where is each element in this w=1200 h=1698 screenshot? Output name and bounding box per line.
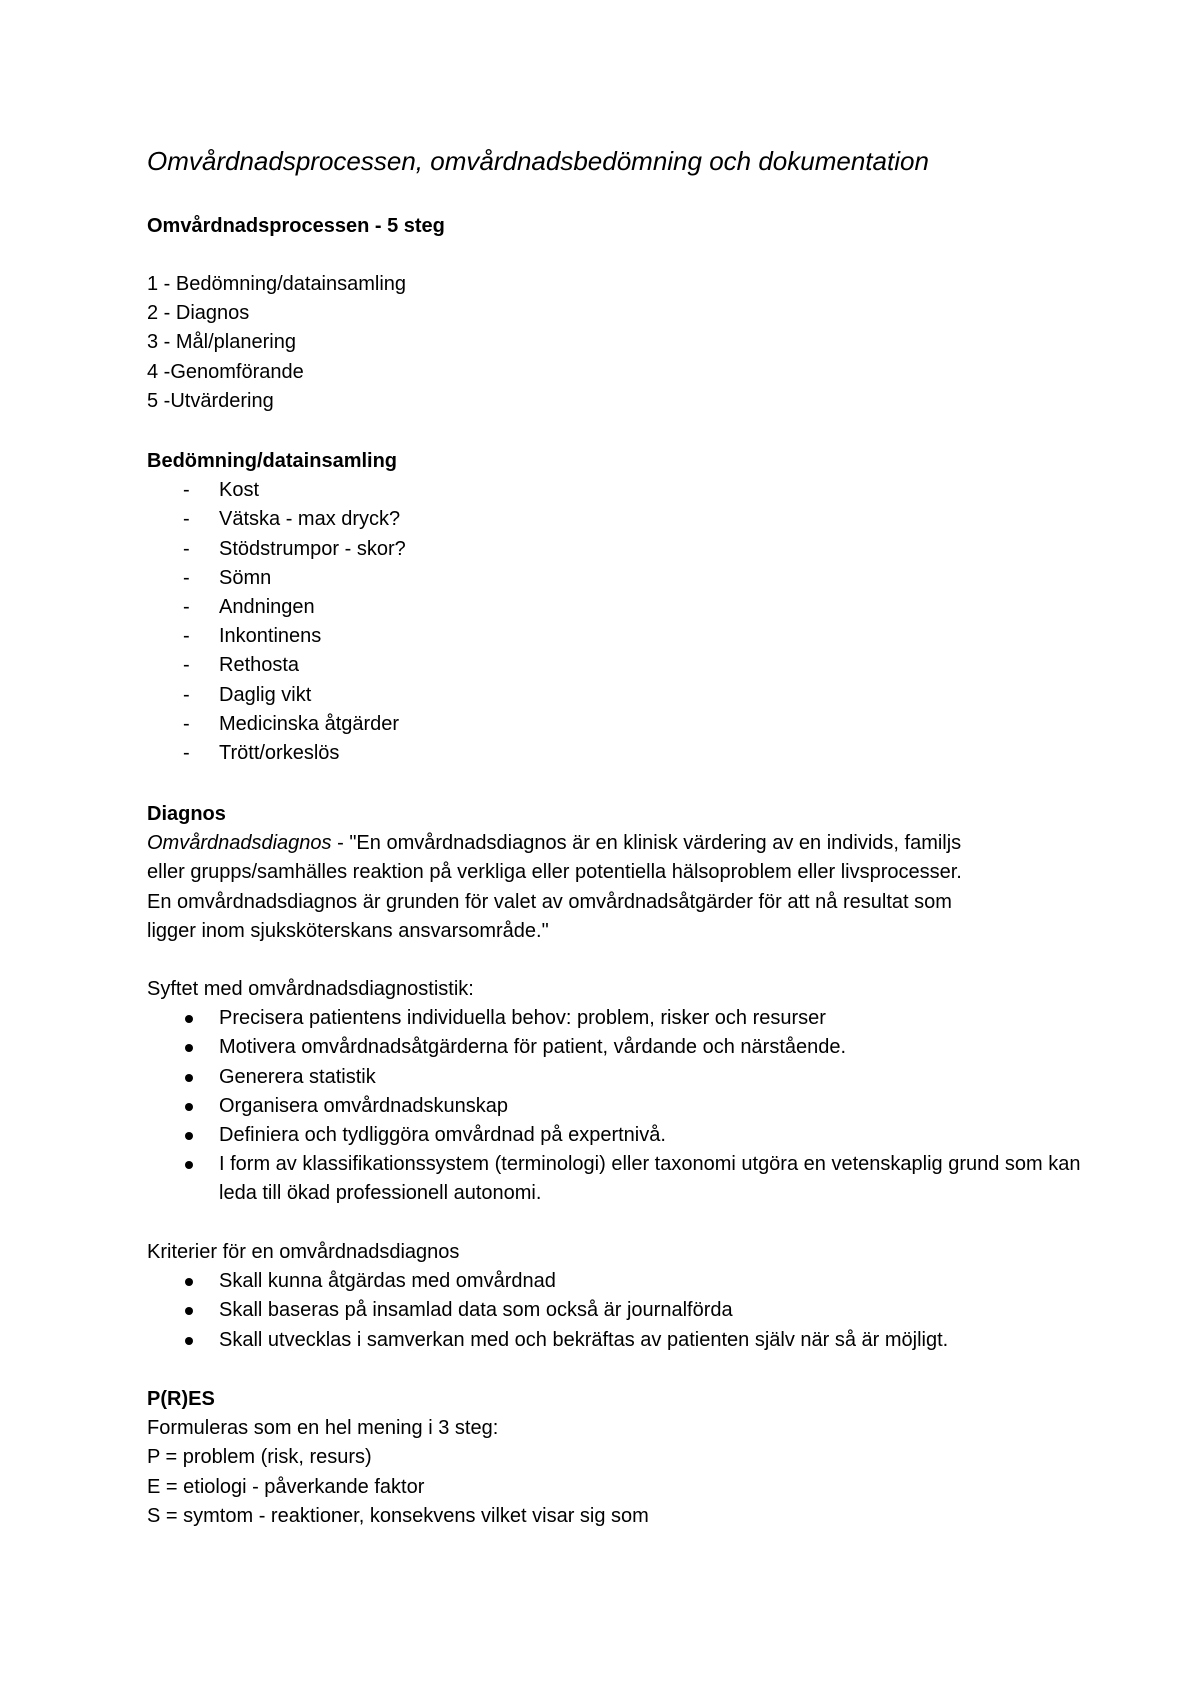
list-item	[147, 651, 1107, 680]
list-item	[147, 1033, 1107, 1062]
list-item-text: Precisera patientens individuella behov: problem, risker och resurser	[219, 1007, 826, 1030]
list-item-text: Motivera omvårdnadsåtgärderna för patient, vårdande och närstående.	[219, 1036, 847, 1059]
steps-section	[147, 212, 1107, 241]
step-line: 1 - Bedömning/datainsamling	[147, 273, 407, 295]
list-item-text: Trött/orkeslös	[219, 742, 340, 765]
list-item	[147, 1326, 1107, 1355]
steps-heading: Omvårdnadsprocessen - 5 steg	[147, 215, 445, 237]
list-item	[147, 1063, 1107, 1092]
assessment-section	[147, 447, 1107, 768]
dash-marker: -	[183, 683, 190, 706]
list-item-text: Sömn	[219, 566, 272, 589]
assessment-list	[147, 476, 1107, 768]
list-item-text: Stödstrumpor - skor?	[219, 537, 406, 560]
list-item-text: Kost	[219, 479, 260, 502]
step-line: 5 -Utvärdering	[147, 389, 274, 412]
purpose-list	[147, 1004, 1107, 1208]
criteria-list	[147, 1267, 1107, 1355]
list-item-text: Medicinska åtgärder	[219, 712, 400, 735]
diagnosis-term: Omvårdnadsdiagnos	[147, 832, 332, 855]
criteria-section	[147, 1238, 1107, 1355]
list-item	[147, 1004, 1107, 1033]
diagnosis-section	[147, 800, 1107, 946]
bullet-icon	[185, 1015, 193, 1023]
dash-marker: -	[183, 625, 190, 648]
dash-marker: -	[183, 712, 190, 735]
bullet-icon	[185, 1337, 193, 1345]
definition-text: - "En omvårdnadsdiagnos är en klinisk värdering av en individs, familjs	[331, 832, 962, 855]
dash-marker: -	[183, 566, 190, 589]
steps-list	[147, 270, 1107, 416]
list-item	[147, 1267, 1107, 1296]
dash-marker: -	[183, 508, 190, 531]
bullet-icon	[185, 1307, 193, 1315]
list-item-text: Vätska - max dryck?	[219, 508, 401, 531]
step-line: 2 - Diagnos	[147, 302, 250, 325]
step-line: 3 - Mål/planering	[147, 331, 296, 354]
dash-marker: -	[183, 596, 190, 619]
list-item-text: Skall utvecklas i samverkan med och bekräftas av patienten själv när så är möjligt.	[219, 1328, 949, 1351]
definition-line: ligger inom sjuksköterskans ansvarsområde."	[147, 919, 549, 942]
purpose-intro: Syftet med omvårdnadsdiagnostistik:	[147, 978, 474, 1000]
list-item-text: Inkontinens	[219, 625, 322, 648]
list-item-text: Skall baseras på insamlad data som också är journalförda	[219, 1299, 733, 1322]
step-line: 4 -Genomförande	[147, 360, 304, 383]
list-item	[147, 564, 1107, 593]
diagnosis-definition	[147, 829, 1067, 946]
list-item	[147, 1092, 1107, 1121]
dash-marker: -	[183, 479, 190, 502]
pres-section	[147, 1385, 1107, 1531]
list-item	[147, 1150, 1107, 1208]
criteria-intro: Kriterier för en omvårdnadsdiagnos	[147, 1241, 460, 1263]
list-item	[147, 739, 1107, 768]
list-item	[147, 476, 1107, 505]
dash-marker: -	[183, 654, 190, 677]
dash-marker: -	[183, 537, 190, 560]
list-item-text: Skall kunna åtgärdas med omvårdnad	[219, 1270, 556, 1293]
purpose-section	[147, 975, 1107, 1209]
list-item	[147, 710, 1107, 739]
list-item-text: Generera statistik	[219, 1065, 376, 1088]
pres-line: E = etiologi - påverkande faktor	[147, 1475, 425, 1498]
list-item	[147, 681, 1107, 710]
definition-line: En omvårdnadsdiagnos är grunden för valet av omvårdnadsåtgärder för att nå resultat som	[147, 890, 952, 913]
pres-line: Formuleras som en hel mening i 3 steg:	[147, 1417, 499, 1440]
bullet-icon	[185, 1132, 193, 1140]
pres-line: P = problem (risk, resurs)	[147, 1446, 372, 1469]
dash-marker: -	[183, 742, 190, 765]
list-item	[147, 1296, 1107, 1325]
bullet-icon	[185, 1044, 193, 1052]
bullet-icon	[185, 1074, 193, 1082]
list-item	[147, 622, 1107, 651]
list-item-text: Rethosta	[219, 654, 300, 677]
definition-line: eller grupps/samhälles reaktion på verkliga eller potentiella hälsoproblem eller livsprocesser.	[147, 861, 962, 884]
bullet-icon	[185, 1161, 193, 1169]
list-item-text: I form av klassifikationssystem (terminologi) eller taxonomi utgöra en vetenskaplig grund som kan leda till ökad professionell autonomi.	[219, 1153, 1081, 1205]
pres-line: S = symtom - reaktioner, konsekvens vilket visar sig som	[147, 1504, 649, 1527]
document-title: Omvårdnadsprocessen, omvårdnadsbedömning och dokumentation	[147, 146, 929, 176]
list-item	[147, 535, 1107, 564]
bullet-icon	[185, 1278, 193, 1286]
list-item-text: Organisera omvårdnadskunskap	[219, 1094, 509, 1117]
list-item-text: Definiera och tydliggöra omvårdnad på expertnivå.	[219, 1124, 666, 1147]
list-item-text: Daglig vikt	[219, 683, 312, 706]
definition-line	[147, 829, 1067, 858]
list-item	[147, 505, 1107, 534]
diagnosis-heading: Diagnos	[147, 803, 226, 825]
bullet-icon	[185, 1103, 193, 1111]
list-item	[147, 1121, 1107, 1150]
list-item-text: Andningen	[219, 596, 315, 619]
pres-heading: P(R)ES	[147, 1388, 215, 1410]
assessment-heading: Bedömning/datainsamling	[147, 450, 398, 472]
list-item	[147, 593, 1107, 622]
